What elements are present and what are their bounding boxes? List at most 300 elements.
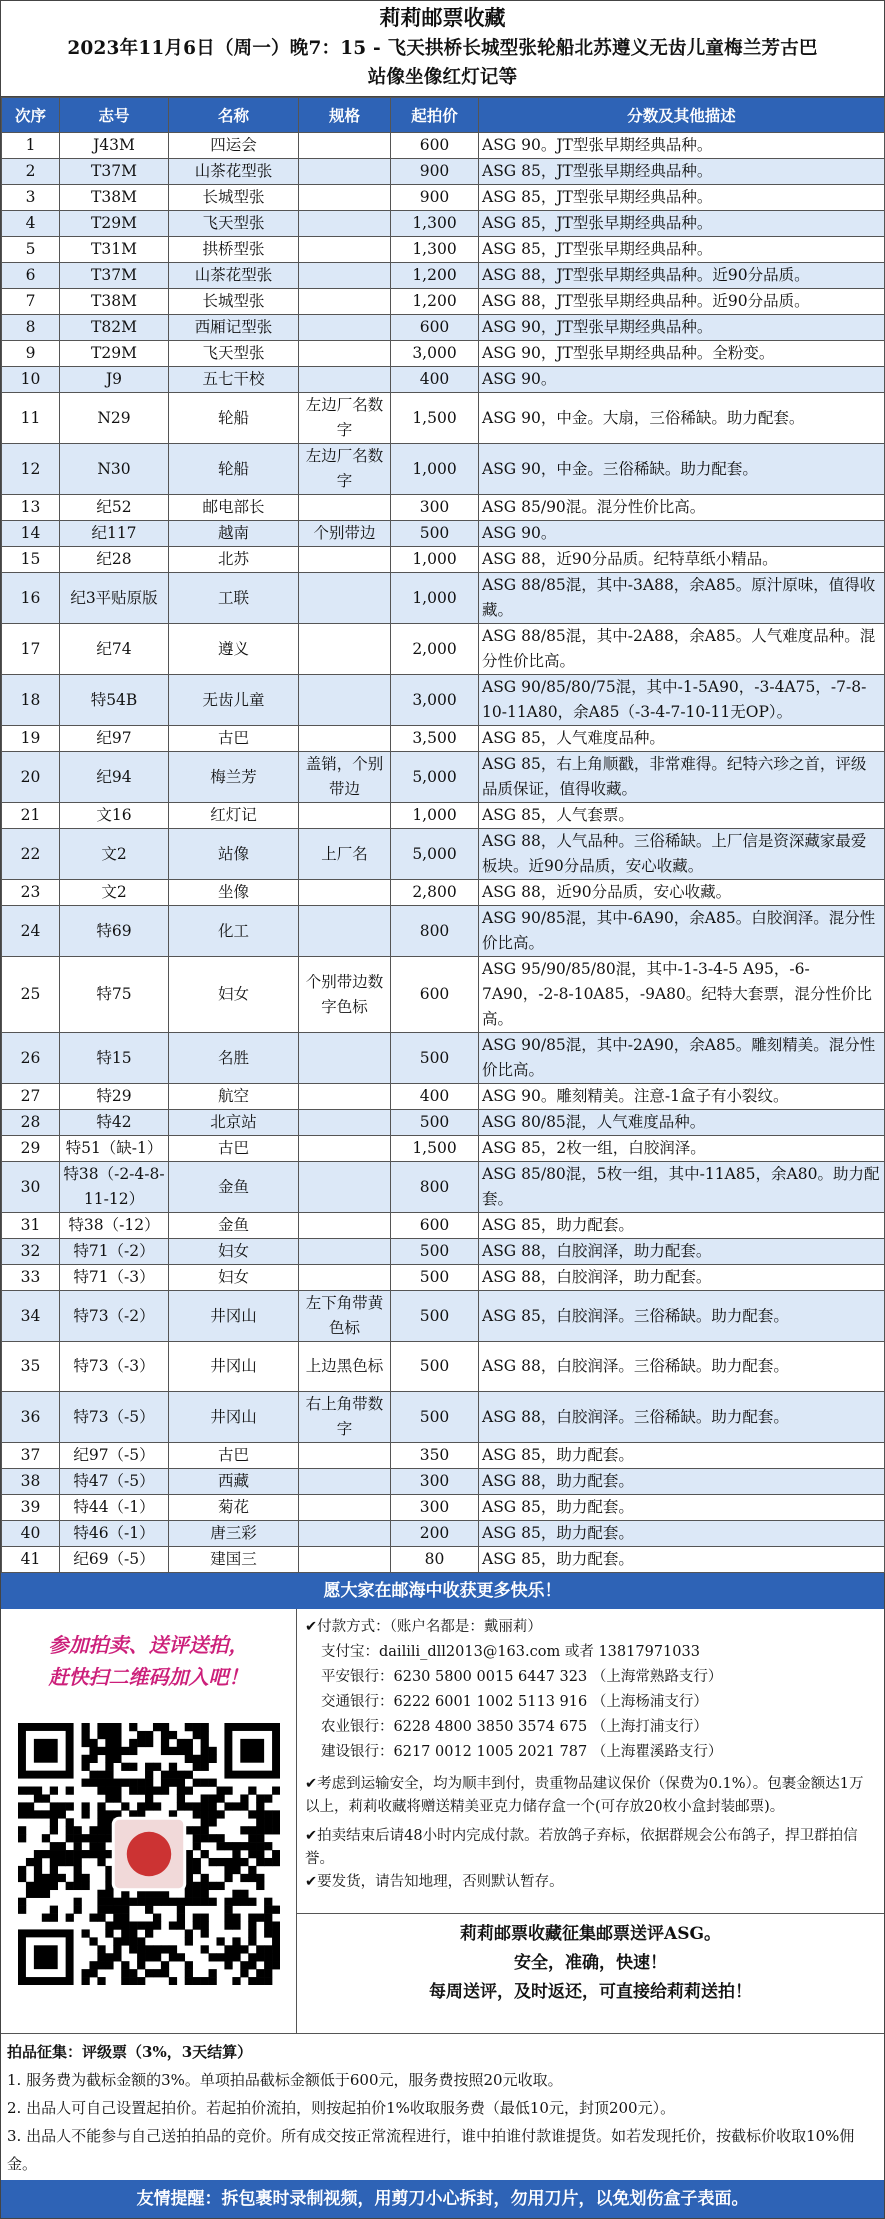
table-row	[2, 315, 885, 341]
lot-code: 纪69（-5）	[60, 1547, 169, 1573]
lot-name: 遵义	[169, 624, 299, 675]
lot-spec	[299, 880, 391, 906]
lot-description: ASG 88，近90分品质，安心收藏。	[479, 880, 885, 906]
table-row	[2, 957, 885, 1033]
subtitle-line-2: 站像坐像红灯记等	[367, 67, 518, 88]
lot-description: ASG 88，白胶润泽。三俗稀缺。助力配套。	[479, 1392, 885, 1443]
lot-description: ASG 85，JT型张早期经典品种。	[479, 159, 885, 185]
table-row	[2, 1342, 885, 1392]
table-row	[2, 1495, 885, 1521]
table-row	[2, 393, 885, 444]
col-header-price: 起拍价	[391, 98, 479, 133]
lot-description: ASG 90，JT型张早期经典品种。全粉变。	[479, 341, 885, 367]
lot-code: 特38（-2-4-8-11-12）	[60, 1162, 169, 1213]
lot-spec	[299, 367, 391, 393]
lot-spec: 左边厂名数字	[299, 393, 391, 444]
lot-code: 特47（-5）	[60, 1469, 169, 1495]
promo-line-2: 赶快扫二维码加入吧！	[48, 1665, 249, 1689]
header	[1, 1, 884, 97]
lot-code: T37M	[60, 263, 169, 289]
lot-spec	[299, 1265, 391, 1291]
lot-code: 特29	[60, 1084, 169, 1110]
lot-number: 37	[2, 1443, 60, 1469]
lot-number: 33	[2, 1265, 60, 1291]
lot-number: 30	[2, 1162, 60, 1213]
lot-spec	[299, 1033, 391, 1084]
lot-description: ASG 85，助力配套。	[479, 1213, 885, 1239]
lot-spec	[299, 1239, 391, 1265]
lot-price: 1,500	[391, 393, 479, 444]
table-row	[2, 521, 885, 547]
lot-price: 5,000	[391, 829, 479, 880]
lot-spec: 左下角带黄色标	[299, 1291, 391, 1342]
lot-price: 500	[391, 1033, 479, 1084]
table-row	[2, 1162, 885, 1213]
lot-code: 特69	[60, 906, 169, 957]
lot-number: 35	[2, 1342, 60, 1392]
lot-number: 7	[2, 289, 60, 315]
table-row	[2, 263, 885, 289]
lot-price: 200	[391, 1521, 479, 1547]
lot-description: ASG 85，JT型张早期经典品种。	[479, 185, 885, 211]
lot-spec	[299, 573, 391, 624]
lot-code: T38M	[60, 289, 169, 315]
lot-description: ASG 85/90混。混分性价比高。	[479, 495, 885, 521]
account-name: （账户名都是：戴丽莉）	[389, 1619, 542, 1635]
lot-number: 17	[2, 624, 60, 675]
lot-price: 500	[391, 1239, 479, 1265]
lot-price: 500	[391, 521, 479, 547]
lot-code: 特15	[60, 1033, 169, 1084]
lot-code: 特75	[60, 957, 169, 1033]
lot-description: ASG 90，中金。大扇，三俗稀缺。助力配套。	[479, 393, 885, 444]
table-row	[2, 289, 885, 315]
subtitle-line-1: 2023年11月6日（周一）晚7：15 - 飞天拱桥长城型张轮船北苏遵义无齿儿童梅兰芳古巴	[67, 38, 818, 59]
lot-price: 400	[391, 1084, 479, 1110]
promo-panel	[1, 1609, 297, 2033]
lot-spec	[299, 263, 391, 289]
table-header-row	[2, 98, 885, 133]
lot-price: 1,300	[391, 211, 479, 237]
lot-number: 39	[2, 1495, 60, 1521]
bank-name: 交通银行：	[321, 1694, 394, 1710]
table-row	[2, 1213, 885, 1239]
table-row	[2, 624, 885, 675]
lot-code: 纪52	[60, 495, 169, 521]
lot-name: 邮电部长	[169, 495, 299, 521]
lot-description: ASG 88/85混，其中-2A88，余A85。人气难度品种。混分性价比高。	[479, 624, 885, 675]
bank-number[interactable]: 6222 6001 1002 5113 916	[393, 1694, 588, 1710]
lot-description: ASG 85，JT型张早期经典品种。	[479, 211, 885, 237]
lot-price: 1,000	[391, 573, 479, 624]
lot-name: 妇女	[169, 1265, 299, 1291]
lot-number: 13	[2, 495, 60, 521]
lot-name: 西藏	[169, 1469, 299, 1495]
table-row	[2, 495, 885, 521]
lot-name: 山茶花型张	[169, 159, 299, 185]
lot-code: 纪28	[60, 547, 169, 573]
lot-spec	[299, 1110, 391, 1136]
lot-description: ASG 85，右上角顺戳，非常难得。纪特六珍之首，评级品质保证，值得收藏。	[479, 752, 885, 803]
footer-reminder: 友情提醒：拆包裹时录制视频，用剪刀小心拆封，勿用刀片，以免划伤盒子表面。	[1, 2180, 884, 2218]
col-header-desc: 分数及其他描述	[479, 98, 885, 133]
lot-price: 500	[391, 1342, 479, 1392]
lot-code: T29M	[60, 341, 169, 367]
lot-price: 300	[391, 1495, 479, 1521]
rule-item: 1. 服务费为截标金额的3%。单项拍品截标金额低于600元，服务费按照20元收取。	[7, 2071, 563, 2089]
lot-price: 300	[391, 1469, 479, 1495]
lot-description: ASG 80/85混，人气难度品种。	[479, 1110, 885, 1136]
shipping-note: ✔考虑到运输安全，均为顺丰到付，贵重物品建议保价（保费为0.1%）。包裹金额达1万以上，莉莉收藏将赠送精美亚克力储存盒一个(可存放20枚小盒封装邮票)。	[305, 1776, 864, 1815]
lot-number: 23	[2, 880, 60, 906]
lots-table	[1, 97, 885, 1573]
lot-code: J43M	[60, 133, 169, 159]
lot-description: ASG 88，JT型张早期经典品种。近90分品质。	[479, 289, 885, 315]
lot-code: 特42	[60, 1110, 169, 1136]
lot-price: 300	[391, 495, 479, 521]
lot-spec	[299, 237, 391, 263]
lot-name: 金鱼	[169, 1213, 299, 1239]
lot-description: ASG 85，助力配套。	[479, 1521, 885, 1547]
table-row	[2, 829, 885, 880]
lot-description: ASG 88，人气品种。三俗稀缺。上厂信是资深藏家最爱板块。近90分品质，安心收藏。	[479, 829, 885, 880]
lot-code: 纪74	[60, 624, 169, 675]
lot-name: 山茶花型张	[169, 263, 299, 289]
lot-spec: 右上角带数字	[299, 1392, 391, 1443]
table-row	[2, 341, 885, 367]
lot-price: 350	[391, 1443, 479, 1469]
lot-description: ASG 90/85/80/75混，其中-1-5A90，-3-4A75，-7-8-10-11A80，余A85（-3-4-7-10-11无OP）。	[479, 675, 885, 726]
lot-price: 3,500	[391, 726, 479, 752]
payment-title: ✔付款方式：	[305, 1619, 390, 1635]
lot-number: 4	[2, 211, 60, 237]
table-row	[2, 1547, 885, 1573]
lot-price: 1,200	[391, 289, 479, 315]
rules-section	[1, 2034, 884, 2182]
lot-number: 3	[2, 185, 60, 211]
wish-banner: 愿大家在邮海中收获更多快乐！	[1, 1573, 884, 1609]
payment-info	[297, 1609, 884, 1913]
table-row	[2, 185, 885, 211]
lot-name: 菊花	[169, 1495, 299, 1521]
lot-spec	[299, 803, 391, 829]
lot-number: 38	[2, 1469, 60, 1495]
lot-spec	[299, 906, 391, 957]
lot-code: 文2	[60, 829, 169, 880]
lot-name: 妇女	[169, 1239, 299, 1265]
lot-name: 妇女	[169, 957, 299, 1033]
lot-description: ASG 88/85混，其中-3A88，余A85。原汁原味，值得收藏。	[479, 573, 885, 624]
col-header-name: 名称	[169, 98, 299, 133]
lot-name: 古巴	[169, 726, 299, 752]
lot-number: 21	[2, 803, 60, 829]
lot-number: 24	[2, 906, 60, 957]
lot-name: 古巴	[169, 1136, 299, 1162]
lot-name: 北京站	[169, 1110, 299, 1136]
lot-price: 600	[391, 1213, 479, 1239]
lot-number: 9	[2, 341, 60, 367]
lot-code: 特73（-5）	[60, 1392, 169, 1443]
lot-description: ASG 85，人气难度品种。	[479, 726, 885, 752]
lot-spec	[299, 547, 391, 573]
lot-spec: 左边厂名数字	[299, 444, 391, 495]
lot-price: 400	[391, 367, 479, 393]
lot-description: ASG 90/85混，其中-6A90，余A85。白胶润泽。混分性价比高。	[479, 906, 885, 957]
bank-name: 平安银行：	[321, 1669, 394, 1685]
lot-description: ASG 85，助力配套。	[479, 1443, 885, 1469]
lot-description: ASG 85/80混，5枚一组，其中-11A85，余A80。助力配套。	[479, 1162, 885, 1213]
lot-price: 2,800	[391, 880, 479, 906]
lot-number: 11	[2, 393, 60, 444]
bank-name: 建设银行：	[321, 1744, 394, 1760]
lot-name: 拱桥型张	[169, 237, 299, 263]
page-title: 莉莉邮票收藏	[379, 5, 506, 30]
rule-item: 2. 出品人可自己设置起拍价。若起拍价流拍，则按起拍价1%收取服务费（最低10元，封顶200元）。	[7, 2099, 676, 2117]
lot-spec	[299, 133, 391, 159]
lot-code: 特73（-2）	[60, 1291, 169, 1342]
rule-item: 3. 出品人不能参与自己送拍拍品的竞价。所有成交按正常流程进行，谁中拍谁付款谁提货。如若发现托价，按截标价收取10%佣金。	[7, 2127, 855, 2173]
lot-description: ASG 90/85混，其中-2A90，余A85。雕刻精美。混分性价比高。	[479, 1033, 885, 1084]
lot-description: ASG 90。	[479, 521, 885, 547]
lot-spec: 个别带边数字色标	[299, 957, 391, 1033]
lot-description: ASG 85，2枚一组，白胶润泽。	[479, 1136, 885, 1162]
lot-spec	[299, 185, 391, 211]
lot-number: 25	[2, 957, 60, 1033]
lot-price: 800	[391, 906, 479, 957]
table-row	[2, 752, 885, 803]
lot-code: N29	[60, 393, 169, 444]
lot-price: 3,000	[391, 341, 479, 367]
lot-description: ASG 85，白胶润泽。三俗稀缺。助力配套。	[479, 1291, 885, 1342]
rules-title: 拍品征集：评级票（3%，3天结算）	[7, 2043, 253, 2061]
lot-code: 特71（-3）	[60, 1265, 169, 1291]
lot-number: 6	[2, 263, 60, 289]
col-header-code: 志号	[60, 98, 169, 133]
lot-description: ASG 88，白胶润泽，助力配套。	[479, 1265, 885, 1291]
alipay-label: 支付宝：	[321, 1644, 379, 1660]
lot-name: 越南	[169, 521, 299, 547]
lot-code: 文2	[60, 880, 169, 906]
lot-code: T82M	[60, 315, 169, 341]
lot-spec	[299, 341, 391, 367]
table-row	[2, 906, 885, 957]
lot-price: 5,000	[391, 752, 479, 803]
lot-name: 梅兰芳	[169, 752, 299, 803]
table-row	[2, 547, 885, 573]
lot-price: 1,300	[391, 237, 479, 263]
lot-description: ASG 88，助力配套。	[479, 1469, 885, 1495]
table-row	[2, 1084, 885, 1110]
collect-title: 莉莉邮票收藏征集邮票送评ASG。	[460, 1924, 721, 1944]
bank-number[interactable]: 6217 0012 1005 2021 787	[393, 1744, 588, 1760]
lot-number: 26	[2, 1033, 60, 1084]
lot-name: 名胜	[169, 1033, 299, 1084]
table-row	[2, 1469, 885, 1495]
lot-description: ASG 85，助力配套。	[479, 1495, 885, 1521]
lot-price: 1,000	[391, 803, 479, 829]
lot-spec	[299, 1469, 391, 1495]
lot-spec: 盖销，个别带边	[299, 752, 391, 803]
lot-code: T37M	[60, 159, 169, 185]
lot-spec	[299, 1136, 391, 1162]
delivery-note: ✔要发货，请告知地理，否则默认暂存。	[305, 1874, 564, 1890]
lot-price: 800	[391, 1162, 479, 1213]
lot-code: 纪97（-5）	[60, 1443, 169, 1469]
lot-code: 文16	[60, 803, 169, 829]
lot-code: 纪94	[60, 752, 169, 803]
collect-slogan: 安全，准确，快速！	[514, 1953, 667, 1973]
lot-code: 纪97	[60, 726, 169, 752]
lot-name: 金鱼	[169, 1162, 299, 1213]
table-row	[2, 444, 885, 495]
lot-spec	[299, 211, 391, 237]
lot-spec	[299, 1547, 391, 1573]
table-row	[2, 573, 885, 624]
lot-number: 2	[2, 159, 60, 185]
payment-panel	[297, 1609, 884, 2033]
lot-spec	[299, 315, 391, 341]
bank-branch: （上海杨浦支行）	[591, 1694, 708, 1710]
lot-spec	[299, 726, 391, 752]
lot-number: 28	[2, 1110, 60, 1136]
collection-box	[297, 1913, 884, 2033]
table-row	[2, 133, 885, 159]
lot-code: N30	[60, 444, 169, 495]
lot-code: 特46（-1）	[60, 1521, 169, 1547]
lot-spec	[299, 1495, 391, 1521]
lot-number: 8	[2, 315, 60, 341]
lot-price: 600	[391, 315, 479, 341]
lot-name: 化工	[169, 906, 299, 957]
lot-price: 600	[391, 957, 479, 1033]
lot-number: 34	[2, 1291, 60, 1342]
lot-code: T38M	[60, 185, 169, 211]
lot-price: 3,000	[391, 675, 479, 726]
table-row	[2, 1521, 885, 1547]
lot-description: ASG 90。雕刻精美。注意-1盒子有小裂纹。	[479, 1084, 885, 1110]
qr-code[interactable]	[18, 1723, 280, 1985]
lot-name: 无齿儿童	[169, 675, 299, 726]
bank-number[interactable]: 6230 5800 0015 6447 323	[393, 1669, 588, 1685]
lot-name: 建国三	[169, 1547, 299, 1573]
lot-code: 纪3平贴原版	[60, 573, 169, 624]
lot-name: 轮船	[169, 444, 299, 495]
col-header-no: 次序	[2, 98, 60, 133]
lot-spec	[299, 289, 391, 315]
lot-spec	[299, 159, 391, 185]
lot-name: 工联	[169, 573, 299, 624]
table-row	[2, 1265, 885, 1291]
table-row	[2, 1239, 885, 1265]
lot-price: 600	[391, 133, 479, 159]
table-row	[2, 211, 885, 237]
lot-spec	[299, 1443, 391, 1469]
lot-code: 特51（缺-1）	[60, 1136, 169, 1162]
collect-service: 每周送评，及时返还，可直接给莉莉送拍！	[429, 1982, 752, 2002]
lot-name: 长城型张	[169, 289, 299, 315]
lot-number: 10	[2, 367, 60, 393]
bank-number[interactable]: 6228 4800 3850 3574 675	[393, 1719, 588, 1735]
lot-code: T31M	[60, 237, 169, 263]
lot-code: 特44（-1）	[60, 1495, 169, 1521]
lot-price: 500	[391, 1291, 479, 1342]
lot-spec	[299, 624, 391, 675]
lot-description: ASG 85，助力配套。	[479, 1547, 885, 1573]
lot-number: 15	[2, 547, 60, 573]
table-row	[2, 880, 885, 906]
table-row	[2, 1443, 885, 1469]
table-row	[2, 237, 885, 263]
lot-price: 1,500	[391, 1136, 479, 1162]
lot-price: 1,000	[391, 547, 479, 573]
lot-number: 14	[2, 521, 60, 547]
lot-number: 41	[2, 1547, 60, 1573]
lot-name: 北苏	[169, 547, 299, 573]
lot-description: ASG 90。	[479, 367, 885, 393]
lot-number: 27	[2, 1084, 60, 1110]
lot-spec	[299, 675, 391, 726]
bank-branch: （上海打浦支行）	[591, 1719, 708, 1735]
lot-number: 12	[2, 444, 60, 495]
lot-number: 22	[2, 829, 60, 880]
phone-number[interactable]: 13817971033	[598, 1644, 700, 1660]
table-row	[2, 159, 885, 185]
alipay-account[interactable]: dailili_dll2013@163.com	[379, 1644, 561, 1660]
lot-price: 900	[391, 159, 479, 185]
lots-body	[2, 133, 885, 1573]
lot-code: 特54B	[60, 675, 169, 726]
lot-price: 500	[391, 1392, 479, 1443]
lot-description: ASG 85，人气套票。	[479, 803, 885, 829]
lot-name: 飞天型张	[169, 211, 299, 237]
lot-name: 航空	[169, 1084, 299, 1110]
lot-description: ASG 88，近90分品质。纪特草纸小精品。	[479, 547, 885, 573]
table-row	[2, 675, 885, 726]
lot-name: 古巴	[169, 1443, 299, 1469]
lot-price: 900	[391, 185, 479, 211]
table-row	[2, 726, 885, 752]
lot-number: 20	[2, 752, 60, 803]
lot-name: 井冈山	[169, 1291, 299, 1342]
table-row	[2, 803, 885, 829]
promo-line-1: 参加拍卖、送评送拍，	[48, 1633, 249, 1657]
lot-code: 特38（-12）	[60, 1213, 169, 1239]
lot-name: 坐像	[169, 880, 299, 906]
table-row	[2, 1110, 885, 1136]
lot-name: 飞天型张	[169, 341, 299, 367]
lot-code: 纪117	[60, 521, 169, 547]
lot-price: 80	[391, 1547, 479, 1573]
lot-number: 19	[2, 726, 60, 752]
lot-number: 16	[2, 573, 60, 624]
table-row	[2, 1033, 885, 1084]
lot-price: 2,000	[391, 624, 479, 675]
lot-price: 500	[391, 1110, 479, 1136]
lot-price: 1,200	[391, 263, 479, 289]
lot-code: 特71（-2）	[60, 1239, 169, 1265]
lot-name: 井冈山	[169, 1342, 299, 1392]
lot-name: 井冈山	[169, 1392, 299, 1443]
lot-name: 四运会	[169, 133, 299, 159]
lot-name: 长城型张	[169, 185, 299, 211]
bank-name: 农业银行：	[321, 1719, 394, 1735]
lot-spec	[299, 1084, 391, 1110]
table-row	[2, 367, 885, 393]
lot-spec	[299, 1213, 391, 1239]
lot-name: 红灯记	[169, 803, 299, 829]
lot-description: ASG 90，中金。三俗稀缺。助力配套。	[479, 444, 885, 495]
lot-description: ASG 88，白胶润泽，助力配套。	[479, 1239, 885, 1265]
